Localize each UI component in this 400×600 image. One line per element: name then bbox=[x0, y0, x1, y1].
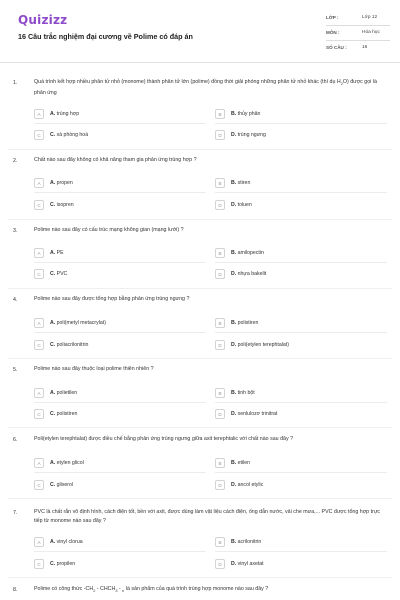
option-a[interactable]: A A. trùng hợp bbox=[34, 108, 206, 120]
option-a[interactable]: A A. poli(metyl metacrylat) bbox=[34, 317, 206, 329]
option-b[interactable]: B B. stiren bbox=[215, 177, 387, 189]
meta-divider bbox=[326, 40, 390, 41]
meta-divider bbox=[326, 25, 390, 26]
question-text: PVC là chất rắn vô định hình, cách điện tốt, bền với axit, được dùng làm vật liệu cách điện, ống dẫn nước, vải che mưa,... PVC được tổng hợp trực tiếp từ monome nào sau đây ? bbox=[34, 509, 381, 524]
option-divider bbox=[34, 332, 206, 333]
question-number: 4. bbox=[13, 297, 18, 303]
option-divider bbox=[215, 332, 387, 333]
option-letter: A bbox=[34, 318, 44, 328]
option-divider bbox=[34, 123, 206, 124]
question-divider bbox=[8, 577, 392, 578]
option-letter: C bbox=[34, 200, 44, 210]
meta-class-key: LỚP : bbox=[326, 15, 339, 20]
option-letter: C bbox=[34, 559, 44, 569]
option-d[interactable]: D D. trùng ngưng bbox=[215, 129, 387, 141]
question-text: Poli(etylen terephtalat) được điều chế bằng phản ứng trùng ngưng giữa axit terephtalic với chất nào sau đây ? bbox=[34, 436, 294, 442]
option-divider bbox=[215, 472, 387, 473]
option-letter: B bbox=[215, 458, 225, 468]
option-letter: D bbox=[215, 559, 225, 569]
option-letter: C bbox=[34, 340, 44, 350]
meta-subject-key: MÔN : bbox=[326, 30, 340, 35]
option-d[interactable]: D D. toluen bbox=[215, 199, 387, 211]
option-divider bbox=[34, 192, 206, 193]
option-letter: B bbox=[215, 109, 225, 119]
option-b[interactable]: B B. thủy phân bbox=[215, 108, 387, 120]
option-a[interactable]: A A. etylen glicol bbox=[34, 457, 206, 469]
option-divider bbox=[34, 551, 206, 552]
option-c[interactable]: C C. poliacrilonitrin bbox=[34, 339, 206, 351]
option-divider bbox=[215, 551, 387, 552]
question-number: 7. bbox=[13, 510, 18, 516]
option-c[interactable]: C C. propilen bbox=[34, 558, 206, 570]
question-text: Polime nào sau đây được tổng hợp bằng phản ứng trùng ngưng ? bbox=[34, 296, 190, 302]
question-number: 6. bbox=[13, 437, 18, 443]
option-divider bbox=[215, 262, 387, 263]
question-text: Polime nào sau đây có cấu trúc mạng không gian (mạng lưới) ? bbox=[34, 227, 184, 233]
meta-subject-value: Hóa học bbox=[362, 30, 380, 35]
question-text: Quá trình kết hợp nhiều phân tử nhỏ (monome) thành phân tử lớn (polime) đồng thời giải phóng những phân tử nhỏ khác (thí dụ $H_2O$) được gọi là phản ứng bbox=[34, 79, 377, 97]
option-a[interactable]: A A. PE bbox=[34, 247, 206, 259]
option-letter: D bbox=[215, 480, 225, 490]
option-divider bbox=[34, 262, 206, 263]
option-letter: D bbox=[215, 200, 225, 210]
option-letter: C bbox=[34, 269, 44, 279]
meta-count-value: 16 bbox=[362, 45, 368, 50]
option-letter: D bbox=[215, 409, 225, 419]
option-letter: A bbox=[34, 248, 44, 258]
question-divider bbox=[8, 288, 392, 289]
option-b[interactable]: B B. acrilonitrin bbox=[215, 536, 387, 548]
option-d[interactable]: D D. xenlulozơ trinitrat bbox=[215, 408, 387, 420]
option-divider bbox=[215, 402, 387, 403]
option-d[interactable]: D D. nhựa bakelit bbox=[215, 268, 387, 280]
option-letter: A bbox=[34, 458, 44, 468]
option-letter: C bbox=[34, 409, 44, 419]
option-divider bbox=[215, 192, 387, 193]
option-letter: C bbox=[34, 130, 44, 140]
option-d[interactable]: D D. poli(etylen terephtalat) bbox=[215, 339, 387, 351]
option-c[interactable]: C C. PVC bbox=[34, 268, 206, 280]
option-a[interactable]: A A. vinyl clorua bbox=[34, 536, 206, 548]
question-number: 5. bbox=[13, 367, 18, 373]
option-c[interactable]: C C. xà phòng hoá bbox=[34, 129, 206, 141]
question-number: 1. bbox=[13, 80, 18, 86]
option-divider bbox=[34, 402, 206, 403]
option-letter: A bbox=[34, 388, 44, 398]
option-b[interactable]: B B. polistiren bbox=[215, 317, 387, 329]
question-divider bbox=[8, 219, 392, 220]
option-a[interactable]: A A. polietilen bbox=[34, 387, 206, 399]
question-number: 2. bbox=[13, 158, 18, 164]
option-letter: B bbox=[215, 248, 225, 258]
option-letter: C bbox=[34, 480, 44, 490]
quizizz-logo: Quizizz bbox=[18, 13, 68, 27]
meta-count-key: SỐ CÂU : bbox=[326, 45, 347, 50]
question-number: 8. bbox=[13, 587, 18, 593]
option-divider bbox=[215, 123, 387, 124]
document-title: 16 Câu trắc nghiệm đại cương về Polime có đáp án bbox=[18, 32, 193, 41]
option-letter: A bbox=[34, 178, 44, 188]
option-c[interactable]: C C. glixerol bbox=[34, 479, 206, 491]
question-number: 3. bbox=[13, 228, 18, 234]
option-letter: B bbox=[215, 178, 225, 188]
option-c[interactable]: C C. polistiren bbox=[34, 408, 206, 420]
question-text: Polime nào sau đây thuộc loại polime thiên nhiên ? bbox=[34, 366, 154, 372]
meta-class-value: Lớp 12 bbox=[362, 15, 378, 20]
option-letter: B bbox=[215, 537, 225, 547]
option-letter: B bbox=[215, 318, 225, 328]
option-c[interactable]: C C. isopren bbox=[34, 199, 206, 211]
question-text: Polime có công thức $-CH_2$ - $CHCH_3 - _n$ là sản phẩm của quá trình trùng hợp monome nào sau đây ? bbox=[34, 586, 269, 594]
option-letter: D bbox=[215, 130, 225, 140]
question-text: Chất nào sau đây không có khả năng tham gia phản ứng trùng hợp ? bbox=[34, 157, 197, 163]
option-d[interactable]: D D. ancol etylic bbox=[215, 479, 387, 491]
question-divider bbox=[8, 358, 392, 359]
question-divider bbox=[8, 149, 392, 150]
option-b[interactable]: B B. tinh bột bbox=[215, 387, 387, 399]
option-b[interactable]: B B. amilopectin bbox=[215, 247, 387, 259]
option-divider bbox=[34, 472, 206, 473]
question-divider bbox=[8, 427, 392, 428]
option-a[interactable]: A A. propen bbox=[34, 177, 206, 189]
question-divider bbox=[8, 498, 392, 499]
option-letter: D bbox=[215, 340, 225, 350]
option-d[interactable]: D D. vinyl axetat bbox=[215, 558, 387, 570]
option-b[interactable]: B B. etilen bbox=[215, 457, 387, 469]
option-letter: B bbox=[215, 388, 225, 398]
option-letter: A bbox=[34, 109, 44, 119]
header-divider bbox=[0, 62, 400, 63]
option-letter: A bbox=[34, 537, 44, 547]
option-letter: D bbox=[215, 269, 225, 279]
